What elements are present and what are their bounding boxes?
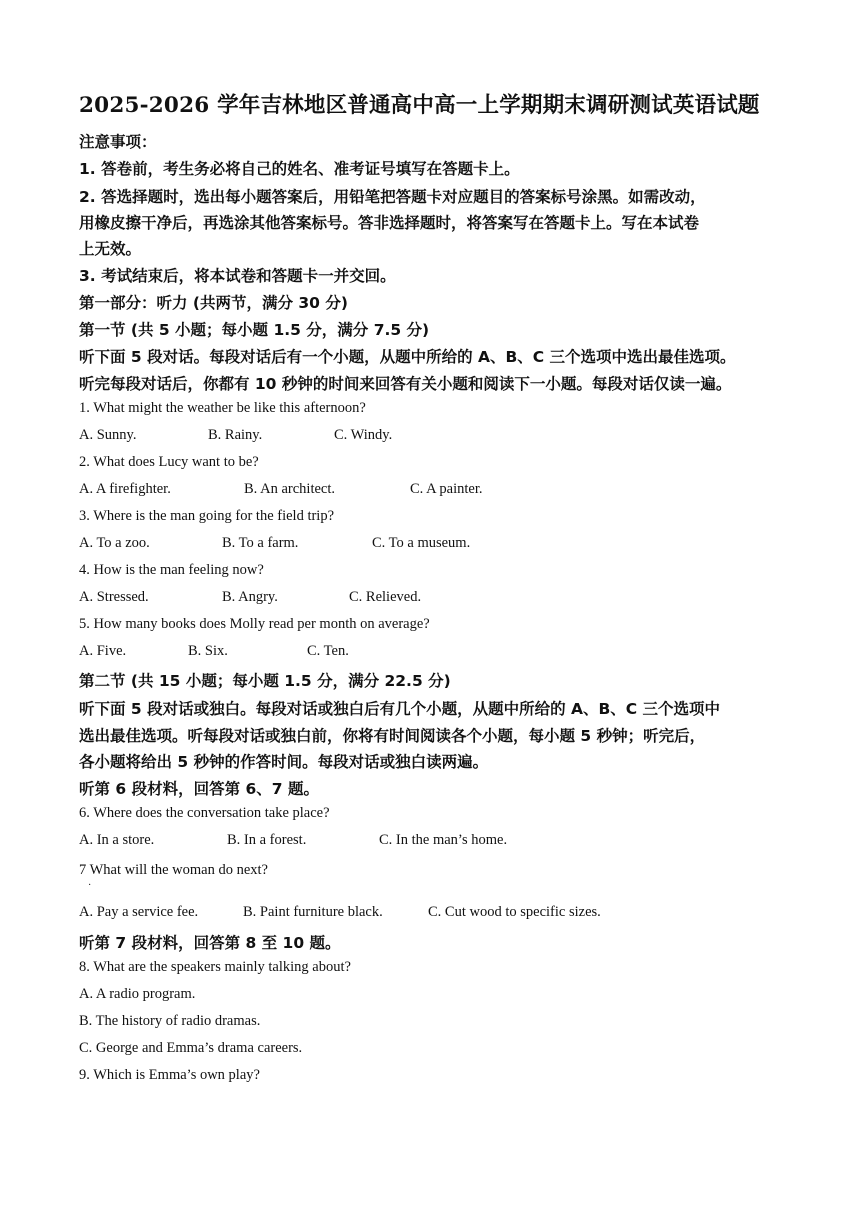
question-6-stem: 6. Where does the conversation take place? (79, 805, 330, 821)
notice-line-2a: 2. 答选择题时，选出每小题答案后，用铅笔把答题卡对应题目的答案标号涂黑。如需改动， (79, 188, 706, 206)
question-5-option-b: B. Six. (188, 643, 228, 659)
question-5-stem: 5. How many books does Molly read per month on average? (79, 616, 430, 632)
question-8-option-a: A. A radio program. (79, 986, 196, 1002)
section1-instruction-1: 听下面 5 段对话。每段对话后有一个小题，从题中所给的 A、B、C 三个选项中选出最佳选项。 (79, 348, 736, 366)
question-8-option-c: C. George and Emma’s drama careers. (79, 1040, 303, 1056)
question-4-option-b: B. Angry. (222, 589, 278, 605)
notice-line-2c: 上无效。 (79, 240, 142, 258)
question-2-option-a: A. A firefighter. (79, 481, 171, 497)
section2-heading: 第二节 (共 15 小题；每小题 1.5 分，满分 22.5 分) (79, 672, 451, 690)
question-6-option-a: A. In a store. (79, 832, 155, 848)
question-3-option-c: C. To a museum. (372, 535, 471, 551)
section2-instruction-3: 各小题将给出 5 秒钟的作答时间。每段对话或独白读两遍。 (79, 753, 489, 771)
material-7-heading: 听第 7 段材料，回答第 8 至 10 题。 (79, 934, 341, 952)
material-6-heading: 听第 6 段材料，回答第 6、7 题。 (79, 780, 319, 798)
question-5-option-a: A. Five. (79, 643, 127, 659)
question-7-option-c: C. Cut wood to specific sizes. (428, 904, 601, 920)
question-2-option-b: B. An architect. (244, 481, 336, 497)
section1-instruction-2: 听完每段对话后，你都有 10 秒钟的时间来回答有关小题和阅读下一小题。每段对话仅读一遍。 (79, 375, 732, 393)
question-7-option-a: A. Pay a service fee. (79, 904, 199, 920)
question-1-stem: 1. What might the weather be like this afternoon? (79, 400, 366, 416)
question-3-option-a: A. To a zoo. (79, 535, 150, 551)
notice-line-3: 3. 考试结束后，将本试卷和答题卡一并交回。 (79, 267, 396, 285)
part1-heading: 第一部分：听力 (共两节，满分 30 分) (79, 294, 348, 312)
question-5-option-c: C. Ten. (307, 643, 349, 659)
question-9-stem: 9. Which is Emma’s own play? (79, 1067, 260, 1083)
question-1-option-c: C. Windy. (334, 427, 393, 443)
notice-heading: 注意事项： (79, 133, 157, 151)
question-2-stem: 2. What does Lucy want to be? (79, 454, 259, 470)
question-3-option-b: B. To a farm. (222, 535, 299, 551)
question-1-option-a: A. Sunny. (79, 427, 137, 443)
question-1-option-b: B. Rainy. (208, 427, 263, 443)
section2-instruction-1: 听下面 5 段对话或独白。每段对话或独白后有几个小题，从题中所给的 A、B、C 三个选项中 (79, 700, 721, 718)
question-4-stem: 4. How is the man feeling now? (79, 562, 264, 578)
question-8-stem: 8. What are the speakers mainly talking about? (79, 959, 351, 975)
question-4-option-a: A. Stressed. (79, 589, 149, 605)
question-3-stem: 3. Where is the man going for the field trip? (79, 508, 335, 524)
notice-line-2b: 用橡皮擦干净后，再选涂其他答案标号。答非选择题时，将答案写在答题卡上。写在本试卷 (79, 214, 700, 232)
question-2-option-c: C. A painter. (410, 481, 483, 497)
question-8-option-b: B. The history of radio dramas. (79, 1013, 261, 1029)
notice-line-1: 1. 答卷前，考生务必将自己的姓名、准考证号填写在答题卡上。 (79, 160, 520, 178)
question-7-stem: 7 What will the woman do next? (79, 862, 268, 878)
page-title: 2025-2026 学年吉林地区普通高中高一上学期期末调研测试英语试题 (79, 93, 760, 118)
question-6-option-c: C. In the man’s home. (379, 832, 508, 848)
question-4-option-c: C. Relieved. (349, 589, 422, 605)
section2-instruction-2: 选出最佳选项。听每段对话或独白前，你将有时间阅读各个小题，每小题 5 秒钟；听完后， (79, 727, 706, 745)
section1-heading: 第一节 (共 5 小题；每小题 1.5 分，满分 7.5 分) (79, 321, 430, 339)
question-7-option-b: B. Paint furniture black. (243, 904, 383, 920)
question-6-option-b: B. In a forest. (227, 832, 307, 848)
question-7-dot: · (88, 880, 92, 891)
